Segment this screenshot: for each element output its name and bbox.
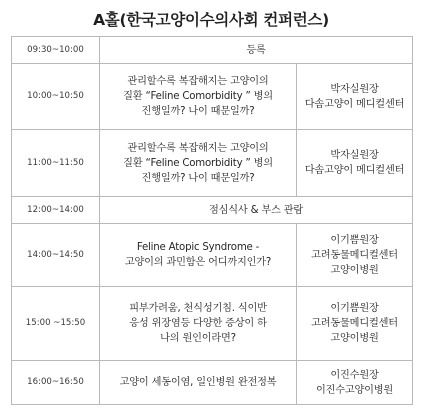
- table-row: [12, 287, 413, 361]
- speaker-line: 고려동물메디컬센터: [311, 249, 398, 261]
- speaker-cell: [297, 224, 413, 287]
- speaker-line: 다솜고양이 메디컬센터: [304, 165, 405, 176]
- topic-cell: [100, 37, 413, 64]
- topic-line: 관리할수록 복잡해지는 고양이의: [127, 142, 269, 154]
- time-cell: 09:30~10:00: [12, 37, 100, 64]
- speaker-cell: [297, 287, 413, 361]
- time-cell: 16:00~16:50: [12, 361, 100, 405]
- speaker-line: 고려동물메디컬센터: [311, 318, 398, 329]
- speaker-line: 다솜고양이 메디컬센터: [304, 98, 405, 110]
- topic-line: 고양이의 과민함은 어디까지인가?: [124, 257, 272, 268]
- speaker-line: 고양이병원: [330, 333, 379, 344]
- topic-line: Feline Atopic Syndrome -: [136, 242, 260, 253]
- speaker-cell: [297, 130, 413, 197]
- speaker-cell: [297, 64, 413, 130]
- topic-line: 질환 “Feline Comorbidity ” 병의: [123, 157, 273, 169]
- table-row: [12, 37, 413, 64]
- table-row: [12, 130, 413, 197]
- speaker-line: 이기쁨원장: [330, 303, 379, 314]
- speaker-line: 이기쁨원장: [330, 234, 379, 246]
- topic-line: 질환 “Feline Comorbidity ” 병의: [123, 91, 273, 102]
- topic-line: 진행일까? 나이 때문일까?: [141, 106, 255, 117]
- topic-cell: [100, 287, 297, 361]
- speaker-line: 박자실원장: [330, 150, 379, 161]
- topic-line: 관리할수록 복잡해지는 고양이의: [127, 76, 269, 87]
- table-row: [12, 224, 413, 287]
- topic-line: 등록: [246, 44, 266, 56]
- table-row: [12, 64, 413, 130]
- table-row: [12, 197, 413, 224]
- table-row: [12, 361, 413, 405]
- topic-line: 나의 원인이라면?: [160, 333, 236, 344]
- schedule-table: [11, 36, 413, 405]
- time-cell: 15:00 ~15:50: [12, 287, 100, 361]
- time-cell: 10:00~10:50: [12, 64, 100, 130]
- topic-cell: [100, 197, 413, 224]
- topic-cell: [100, 224, 297, 287]
- topic-line: 고양이 세동이염, 일인병원 완전정복: [119, 377, 277, 388]
- speaker-line: 이진수원장: [330, 369, 379, 381]
- topic-cell: [100, 361, 297, 405]
- speaker-line: 이진수고양이병원: [315, 384, 394, 396]
- topic-line: 점심식사 & 부스 관람: [209, 204, 303, 216]
- speaker-line: 고양이병원: [330, 264, 379, 276]
- speaker-cell: [297, 361, 413, 405]
- topic-cell: [100, 130, 297, 197]
- topic-line: 피부가려움, 천식성기침. 식이반: [129, 303, 267, 314]
- page-title: A홀(한국고양이수의사회 컨퍼런스): [93, 11, 329, 29]
- topic-cell: [100, 64, 297, 130]
- time-cell: 14:00~14:50: [12, 224, 100, 287]
- topic-line: 응성 위장염등 다양한 증상이 하: [129, 318, 267, 329]
- topic-line: 진행일까? 나이 때문일까?: [141, 172, 255, 184]
- speaker-line: 박자실원장: [330, 83, 379, 95]
- time-cell: 11:00~11:50: [12, 130, 100, 197]
- time-cell: 12:00~14:00: [12, 197, 100, 224]
